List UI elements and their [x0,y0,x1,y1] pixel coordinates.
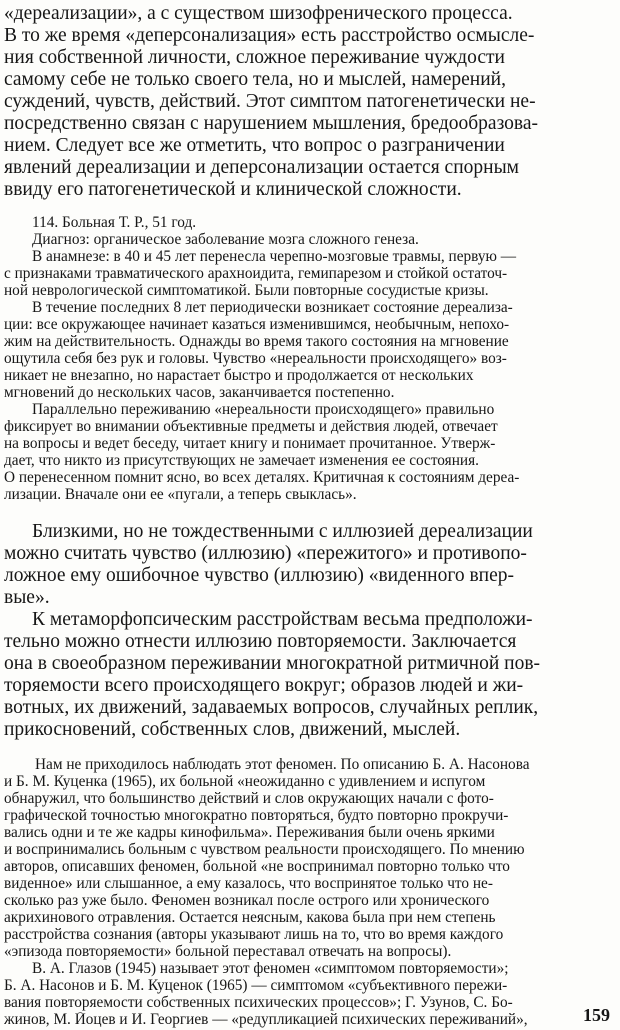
text-line: ввиду его патогенетической и клинической сложности. [4,179,462,200]
text-line: торяемости всего происходящего вокруг; образов людей и жи- [4,675,524,696]
text-line: тельно можно отнести иллюзию повторяемости. Заключается [4,631,517,652]
text-line: с признаками травматического арахноидита, гемипарезом и стойкой остаточ- [4,266,508,282]
text-line: расстройства сознания (авторы указывают лишь на то, что во время каждого [4,927,504,943]
text-line: и воспринимались больным с чувством реальности происходящего. По мнению [4,842,525,858]
text-line: вались одни и те же кадры кинофильма». Переживания были очень яркими [4,825,495,841]
text-line: акрихинового отравления. Остается неясным, какова была при нем степень [4,910,496,926]
text-line: Нам не приходилось наблюдать этот феномен. По описанию Б. А. Насонова [35,757,530,773]
text-line: можно считать чувство (иллюзию) «пережитого» и противопо- [4,543,527,564]
text-line: жинов, М. Йоцев и И. Георгиев — «редупликацией психических переживаний», [4,1012,528,1028]
text-line: дает, что никто из присутствующих не замечает изменения ее состояния. [4,453,479,469]
text-line: ложное ему ошибочное чувство (иллюзию) «виденного впер- [4,565,514,586]
text-line: ной неврологической симптоматикой. Были повторные сосудистые кризы. [4,283,489,299]
text-line: лизации. Вначале они ее «пугали, а теперь свыклась». [4,487,357,503]
text-line: О перенесенном помнит ясно, во всех деталях. Критичная к состояниям дереа- [4,470,520,486]
text-line: прикосновений, собственных слов, движений, мыслей. [4,719,461,740]
case-diagnosis: Диагноз: органическое заболевание мозга сложного генеза. [32,232,419,248]
text-line: ния собственной личности, сложное переживание чуждости [4,47,505,68]
text-line: Близкими, но не тождественными с иллюзией дереализации [32,521,533,542]
text-line: вания повторяемости собственных психических процессов»; Г. Узунов, С. Бо- [4,995,513,1011]
text-line: и Б. М. Куценка (1965), их больной «неожиданно с удивлением и испугом [4,774,486,790]
text-line: фиксирует во внимании объективные предметы и действия людей, отвечает [4,419,498,435]
text-line: на вопросы и ведет беседу, читает книгу и понимает прочитанное. Утверж- [4,436,496,452]
text-line: Параллельно переживанию «нереальности происходящего» правильно [32,402,495,418]
page-number: 159 [583,1005,610,1025]
text-line: «эпизода повторяемости» больной переставал отвечать на вопросы). [4,944,452,960]
text-line: никает не внезапно, но нарастает быстро и продолжается от нескольких [4,368,474,384]
text-line: К метаморфопсическим расстройствам весьма предположи- [32,609,533,630]
text-line: мгновений до нескольких часов, заканчивается постепенно. [4,385,395,401]
text-line: нием. Следует все же отметить, что вопрос о разграничении [4,135,505,156]
text-line: В анамнезе: в 40 и 45 лет перенесла черепно-мозговые травмы, первую — [32,249,517,265]
text-line: В. А. Глазов (1945) называет этот феномен «симптомом повторяемости»; [32,961,509,977]
text-line: виденное» или слышанное, а ему казалось, что воспринятое только что не- [4,876,493,892]
text-line: «дереализации», а с существом шизофренического процесса. [4,3,513,24]
text-line: ощутила себя без рук и головы. Чувство «нереальности происходящего» воз- [4,351,507,367]
text-line: вые». [4,587,50,608]
text-line: графической точностью многократно повторяться, будто повторно прокручи- [4,808,509,824]
text-line: Б. А. Насонов и Б. М. Куценок (1965) — симптомом «субъективного пережи- [4,978,508,994]
text-line: ции: все окружающее начинает казаться изменившимся, необычным, непохо- [4,317,510,333]
text-line: В то же время «деперсонализация» есть расстройство осмысле- [4,25,535,46]
text-line: сколько раз уже было. Феномен возникал после острого или хронического [4,893,490,909]
text-line: авторов, описавших феномен, больной «не воспринимал повторно только что [4,859,510,875]
text-line: она в своеобразном переживании многократной ритмичной пов- [4,653,541,674]
text-line: вотных, их движений, задаваемых вопросов, случайных реплик, [4,697,539,718]
text-line: посредственно связан с нарушением мышления, бредообразова- [4,113,539,134]
text-line: обнаружил, что большинство действий и слов окружающих начали с фото- [4,791,494,807]
text-line: явлений дереализации и деперсонализации остается спорным [4,157,520,178]
text-line: самому себе не только своего тела, но и мыслей, намерений, [4,69,506,90]
text-line: суждений, чувств, действий. Этот симптом патогенетически не- [4,91,536,112]
text-line: В течение последних 8 лет периодически возникает состояние дереализа- [32,300,513,316]
case-heading: 114. Больная Т. Р., 51 год. [32,215,197,231]
text-line: жим на действительность. Однажды во время такого состояния на мгновение [4,334,509,350]
